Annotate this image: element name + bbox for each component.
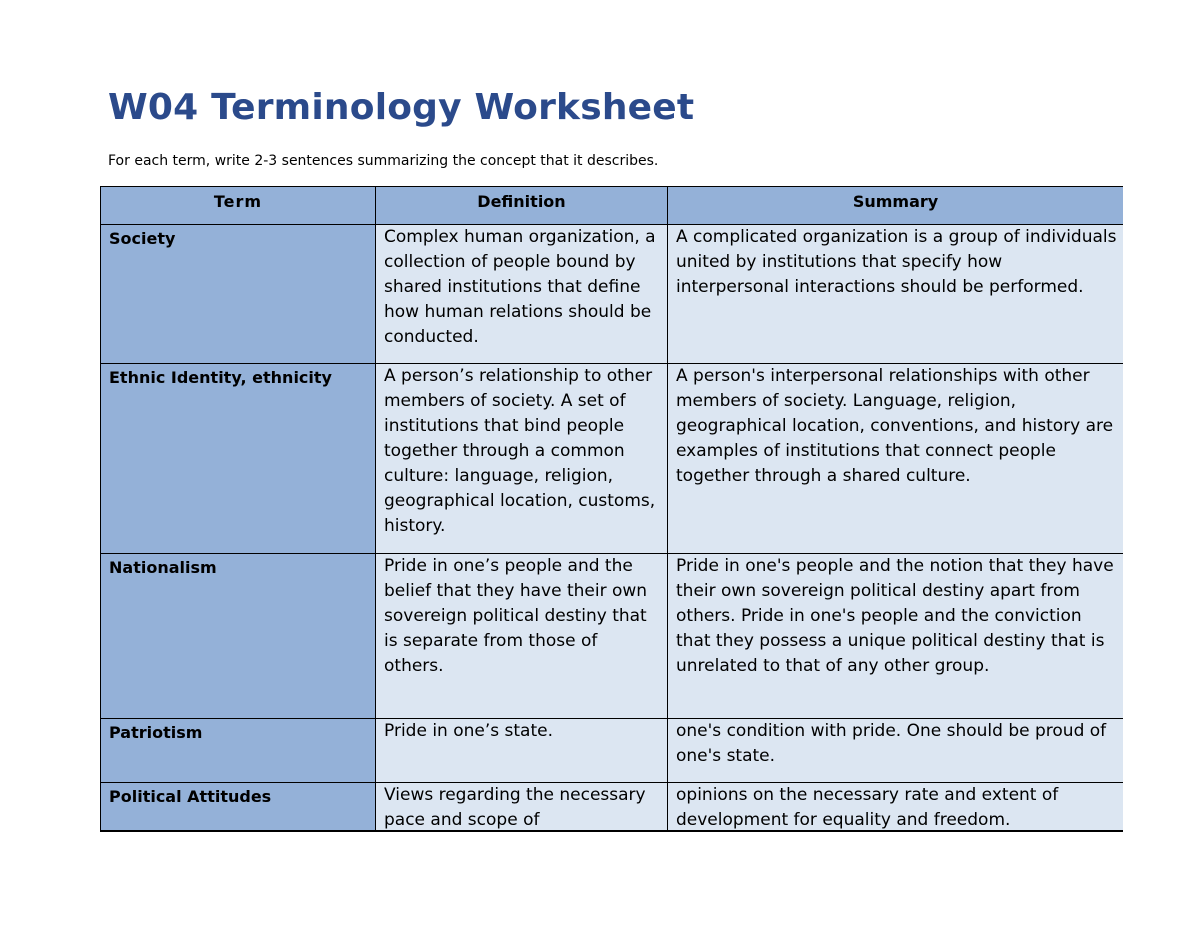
term-cell: Patriotism <box>101 719 376 783</box>
term-cell: Nationalism <box>101 554 376 719</box>
summary-cell[interactable]: Pride in one's people and the notion that they have their own sovereign political destiny apart from others. Pride in one's people and the conviction that they possess a unique political destiny that is unrelated to that of any other group. <box>668 554 1124 719</box>
summary-cell[interactable]: opinions on the necessary rate and extent of development for equality and freedom. <box>668 783 1124 833</box>
term-cell: Political Attitudes <box>101 783 376 833</box>
summary-cell[interactable]: A person's interpersonal relationships with other members of society. Language, religion, geographical location, conventions, and history are examples of institutions that connect people together through a shared culture. <box>668 364 1124 554</box>
table-row <box>101 364 1124 554</box>
definition-cell: A person’s relationship to other members of society. A set of institutions that bind people together through a common culture: language, religion, geographical location, customs, history. <box>376 364 668 554</box>
terminology-table-container <box>100 186 1123 832</box>
header-summary: Summary <box>668 187 1124 225</box>
term-cell: Ethnic Identity, ethnicity <box>101 364 376 554</box>
summary-cell[interactable]: A complicated organization is a group of individuals united by institutions that specify how interpersonal interactions should be performed. <box>668 225 1124 364</box>
header-definition: Definition <box>376 187 668 225</box>
summary-cell[interactable]: one's condition with pride. One should be proud of one's state. <box>668 719 1124 783</box>
definition-cell: Pride in one’s state. <box>376 719 668 783</box>
definition-cell: Views regarding the necessary pace and scope of <box>376 783 668 833</box>
table-header-row <box>101 187 1124 225</box>
table-row <box>101 225 1124 364</box>
table-row <box>101 783 1124 833</box>
term-cell: Society <box>101 225 376 364</box>
table-row <box>101 719 1124 783</box>
header-term: Term <box>101 187 376 225</box>
document-title: W04 Terminology Worksheet <box>108 87 695 128</box>
definition-cell: Complex human organization, a collection of people bound by shared institutions that define how human relations should be conducted. <box>376 225 668 364</box>
terminology-table <box>100 186 1123 832</box>
table-row <box>101 554 1124 719</box>
instructions-text: For each term, write 2-3 sentences summarizing the concept that it describes. <box>108 153 659 169</box>
definition-cell: Pride in one’s people and the belief that they have their own sovereign political destiny that is separate from those of others. <box>376 554 668 719</box>
